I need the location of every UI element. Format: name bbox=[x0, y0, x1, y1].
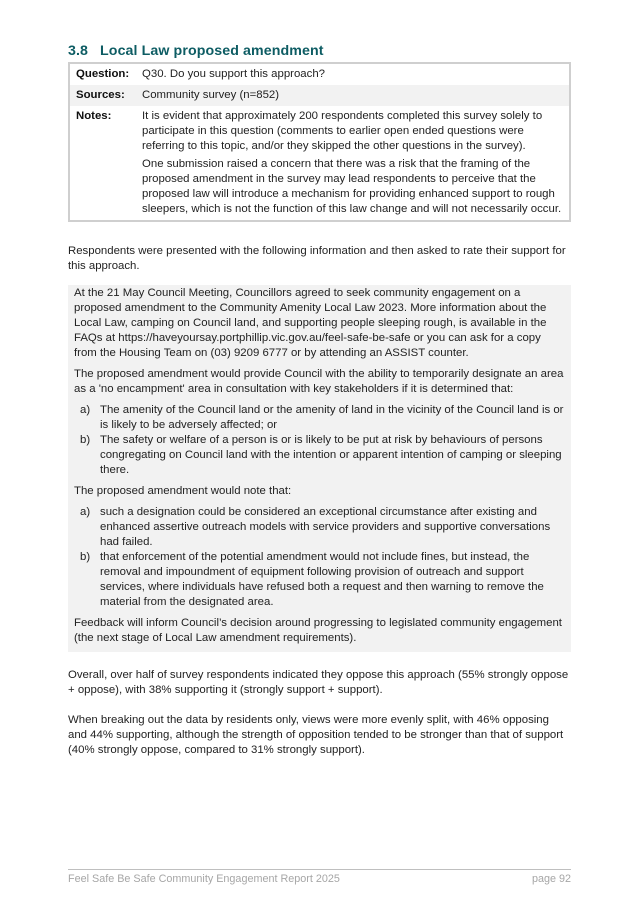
survey-info-callout bbox=[68, 285, 571, 652]
footer-report-title: Feel Safe Be Safe Community Engagement Report 2025 bbox=[68, 873, 340, 885]
notes-paragraph: One submission raised a concern that there was a risk that the framing of the proposed amendment in the survey may lead respondents to perceive that the proposed law will introduce a mechanism for providing enhanced support to rough sleepers, which is not the function of this law change and will not necessarily occur. bbox=[142, 158, 562, 215]
list-item bbox=[74, 403, 565, 433]
info-label: Question: bbox=[76, 68, 130, 80]
footer-page-number: page 92 bbox=[531, 873, 571, 885]
callout-paragraph: Feedback will inform Council’s decision around progressing to legislated community engagement (the next stage of Local Law amendment requirements). bbox=[74, 617, 562, 644]
question-text: Q30. Do you support this approach? bbox=[142, 68, 325, 80]
summary-paragraph-overall: Overall, over half of survey respondents indicated they oppose this approach (55% strongly oppose + oppose), with 38% supporting it (strongly support + support). bbox=[68, 669, 569, 696]
list-item bbox=[74, 550, 565, 610]
amendment-notes-list bbox=[74, 505, 565, 610]
list-text: The safety or welfare of a person is or is likely to be put at risk by behaviours of persons congregating on Council land with the intention or apparent intention of camping or sleeping there. bbox=[100, 434, 562, 476]
info-table bbox=[68, 62, 571, 222]
info-value bbox=[142, 67, 569, 82]
list-marker: b) bbox=[80, 434, 91, 446]
list-item bbox=[74, 433, 565, 478]
criteria-list bbox=[74, 403, 565, 478]
callout-paragraph: The proposed amendment would provide Council with the ability to temporarily designate an area as a 'no encampment' area in consultation with key stakeholders if it is determined that: bbox=[74, 368, 564, 395]
list-marker: a) bbox=[80, 404, 91, 416]
info-row-notes bbox=[70, 106, 569, 220]
section-number: 3.8 bbox=[68, 43, 89, 59]
list-text: such a designation could be considered an exceptional circumstance after existing and enhanced assertive outreach models with service providers and supportive conversations had failed. bbox=[100, 506, 551, 548]
info-row-sources bbox=[70, 85, 569, 106]
notes-paragraph: It is evident that approximately 200 respondents completed this survey solely to participate in this question (comments to earlier open ended questions were referring to this topic, and/or they skipped the other questions in the survey). bbox=[142, 110, 543, 152]
footer-divider bbox=[68, 869, 571, 870]
list-item bbox=[74, 505, 565, 550]
section-heading bbox=[68, 42, 324, 60]
info-value bbox=[142, 109, 569, 217]
list-marker: b) bbox=[80, 551, 91, 563]
info-label: Notes: bbox=[76, 110, 112, 122]
callout-paragraph: At the 21 May Council Meeting, Councillors agreed to seek community engagement on a proposed amendment to the Community Amenity Local Law 2023. More information about the Local Law, camping on Council land, and supporting people sleeping rough, is available in the FAQs at https://haveyoursay.portphillip.vic.gov.au/feel-safe-be-safe or you can ask for a copy from the Housing Team on (03) 9209 6777 or by attending an ASSIST counter. bbox=[74, 287, 547, 359]
sources-text: Community survey (n=852) bbox=[142, 89, 280, 101]
info-label: Sources: bbox=[76, 89, 125, 101]
list-text: that enforcement of the potential amendment would not include fines, but instead, the removal and impoundment of equipment following provision of outreach and support services, where individuals have refused both a request and then warning to remove the material from the designated area. bbox=[100, 551, 544, 608]
list-text: The amenity of the Council land or the amenity of land in the vicinity of the Council land is or is likely to be adversely affected; or bbox=[100, 404, 564, 431]
summary-paragraph-residents: When breaking out the data by residents only, views were more evenly split, with 46% opposing and 44% supporting, although the strength of opposition tended to be stronger than that of support (40% strongly oppose, compared to 31% strongly support). bbox=[68, 714, 564, 756]
section-title: Local Law proposed amendment bbox=[100, 43, 324, 59]
page-footer bbox=[68, 872, 571, 887]
info-row-question bbox=[70, 64, 569, 85]
callout-paragraph: The proposed amendment would note that: bbox=[74, 485, 292, 497]
intro-paragraph: Respondents were presented with the following information and then asked to rate their support for this approach. bbox=[68, 245, 566, 272]
list-marker: a) bbox=[80, 506, 91, 518]
info-value bbox=[142, 88, 569, 103]
